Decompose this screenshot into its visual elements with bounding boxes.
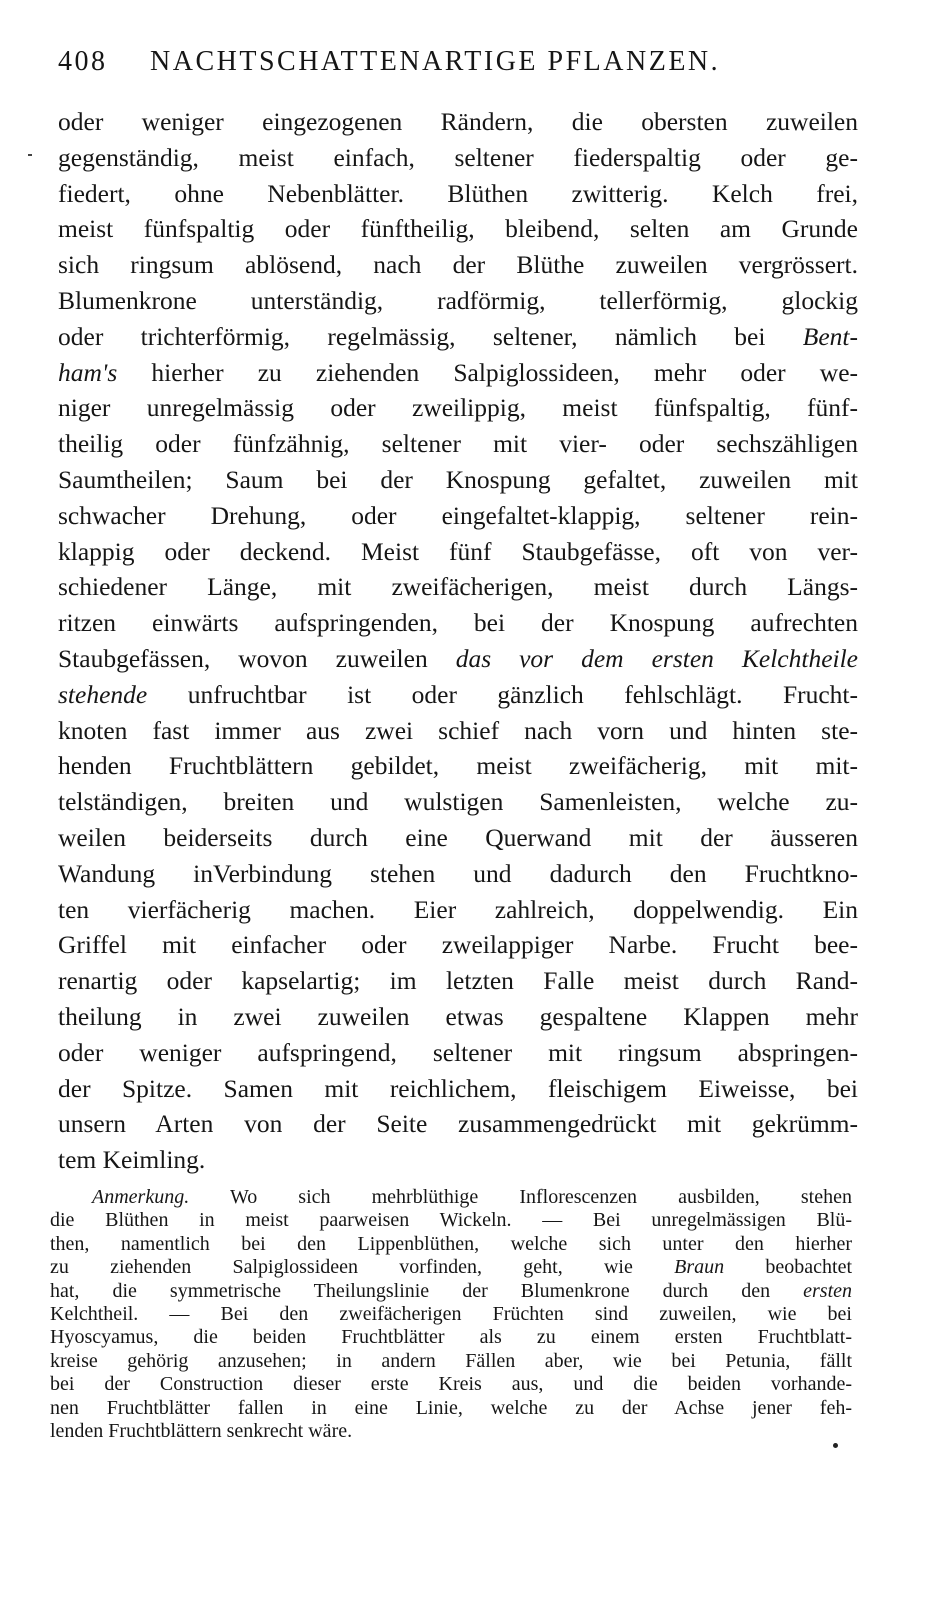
text-line: oder weniger aufspringend, seltener mit ringsum abspringen-: [58, 1037, 858, 1067]
text-line: renartig oder kapselartig; im letzten Falle meist durch Rand-: [58, 966, 858, 996]
text-line: oder weniger eingezogenen Rändern, die obersten zuweilen: [58, 107, 858, 136]
text-line: sich ringsum ablösend, nach der Blüthe zuweilen vergrössert.: [58, 250, 858, 280]
margin-mark: [28, 154, 32, 156]
italic-phrase: stehende: [58, 679, 148, 709]
note-line: Kelchtheil. — Bei den zweifächerigen Früchten sind zuweilen, wie bei: [50, 1302, 852, 1325]
italic-word: ersten: [803, 1279, 853, 1302]
note-line: nen Fruchtblätter fallen in eine Linie, welche zu der Achse jener feh-: [50, 1396, 852, 1419]
text-line: gegenständig, meist einfach, seltener fiederspaltig oder ge-: [58, 142, 858, 172]
note-line: die Blüthen in meist paarweisen Wickeln. — Bei unregelmässigen Blü-: [50, 1209, 852, 1232]
text-line: meist fünfspaltig oder fünftheilig, bleibend, selten am Grunde: [58, 214, 858, 244]
text-line: henden Fruchtblättern gebildet, meist zweifächerig, mit mit-: [58, 751, 858, 781]
text-line: weilen beiderseits durch eine Querwand mit der äusseren: [58, 822, 858, 852]
note-segment: beobachtet: [765, 1256, 853, 1279]
note-line: [50, 1186, 852, 1209]
note-line: kreise gehörig anzusehen; in andern Fällen aber, wie bei Petunia, fällt: [50, 1349, 852, 1372]
running-head: [58, 46, 858, 86]
main-text: [58, 104, 858, 1178]
note-line: then, namentlich bei den Lippenblüthen, welche sich unter den hierher: [50, 1232, 852, 1255]
text-line: Blumenkrone unterständig, radförmig, tellerförmig, glockig: [58, 285, 858, 315]
author-name: Braun: [674, 1256, 725, 1279]
text-line: telständigen, breiten und wulstigen Samenleisten, welche zu-: [58, 787, 858, 817]
text-line: Wandung inVerbindung stehen und dadurch den Fruchtkno-: [58, 858, 858, 888]
text-line: Saumtheilen; Saum bei der Knospung gefaltet, zuweilen mit: [58, 464, 858, 494]
running-title: NACHTSCHATTENARTIGE PFLANZEN.: [150, 46, 721, 77]
note-line: Hyoscyamus, die beiden Fruchtblätter als zu einem ersten Fruchtblatt-: [50, 1326, 852, 1349]
ink-dot: [833, 1443, 838, 1448]
text-segment: hierher zu ziehenden Salpiglossideen, mehr oder we-: [151, 357, 859, 387]
note-line: [50, 1256, 852, 1279]
text-line: [58, 319, 858, 355]
text-line: knoten fast immer aus zwei schief nach vorn und hinten ste-: [58, 715, 858, 745]
text-line: theilig oder fünfzähnig, seltener mit vier- oder sechszähligen: [58, 429, 858, 459]
text-line: klappig oder deckend. Meist fünf Staubgefässe, oft von ver-: [58, 536, 858, 566]
note-line: bei der Construction dieser erste Kreis aus, und die beiden vorhande-: [50, 1373, 852, 1396]
text-segment: unfruchtbar ist oder gänzlich fehlschlägt. Frucht-: [187, 679, 859, 709]
text-line: schiedener Länge, mit zweifächerigen, meist durch Längs-: [58, 572, 858, 602]
author-name: ham's: [58, 357, 118, 387]
note-line: lenden Fruchtblättern senkrecht wäre.: [50, 1419, 353, 1442]
note-segment: zu ziehenden Salpiglossideen vorfinden, geht, wie: [50, 1256, 633, 1279]
note-label: Anmerkung.: [92, 1186, 190, 1208]
text-segment: Staubgefässen, wovon zuweilen: [58, 643, 428, 673]
text-line: fiedert, ohne Nebenblätter. Blüthen zwitterig. Kelch frei,: [58, 178, 858, 208]
text-line: [58, 641, 858, 677]
page-number: 408: [58, 46, 108, 77]
text-line: [58, 355, 858, 391]
annotation-note: [50, 1186, 852, 1443]
author-name: Bent-: [802, 321, 858, 351]
text-segment: oder trichterförmig, regelmässig, seltener, nämlich bei: [58, 321, 766, 351]
text-line: Griffel mit einfacher oder zweilappiger Narbe. Frucht bee-: [58, 930, 858, 960]
text-line: theilung in zwei zuweilen etwas gespaltene Klappen mehr: [58, 1001, 858, 1031]
text-line: ten vierfächerig machen. Eier zahlreich, doppelwendig. Ein: [58, 894, 858, 924]
text-line: ritzen einwärts aufspringenden, bei der Knospung aufrechten: [58, 608, 858, 638]
text-line: der Spitze. Samen mit reichlichem, fleischigem Eiweisse, bei: [58, 1073, 858, 1103]
italic-phrase: das vor dem ersten Kelchtheile: [455, 643, 859, 673]
note-segment: Wo sich mehrblüthige Inflorescenzen ausbilden, stehen: [229, 1186, 852, 1208]
text-line: niger unregelmässig oder zweilippig, meist fünfspaltig, fünf-: [58, 393, 858, 423]
text-line: tem Keimling.: [58, 1145, 206, 1175]
text-line: [58, 677, 858, 713]
text-line: schwacher Drehung, oder eingefaltet-klappig, seltener rein-: [58, 500, 858, 530]
note-segment: hat, die symmetrische Theilungslinie der Blumenkrone durch den: [50, 1279, 771, 1302]
note-line: [50, 1280, 852, 1303]
text-line: unsern Arten von der Seite zusammengedrückt mit gekrümm-: [58, 1109, 858, 1139]
